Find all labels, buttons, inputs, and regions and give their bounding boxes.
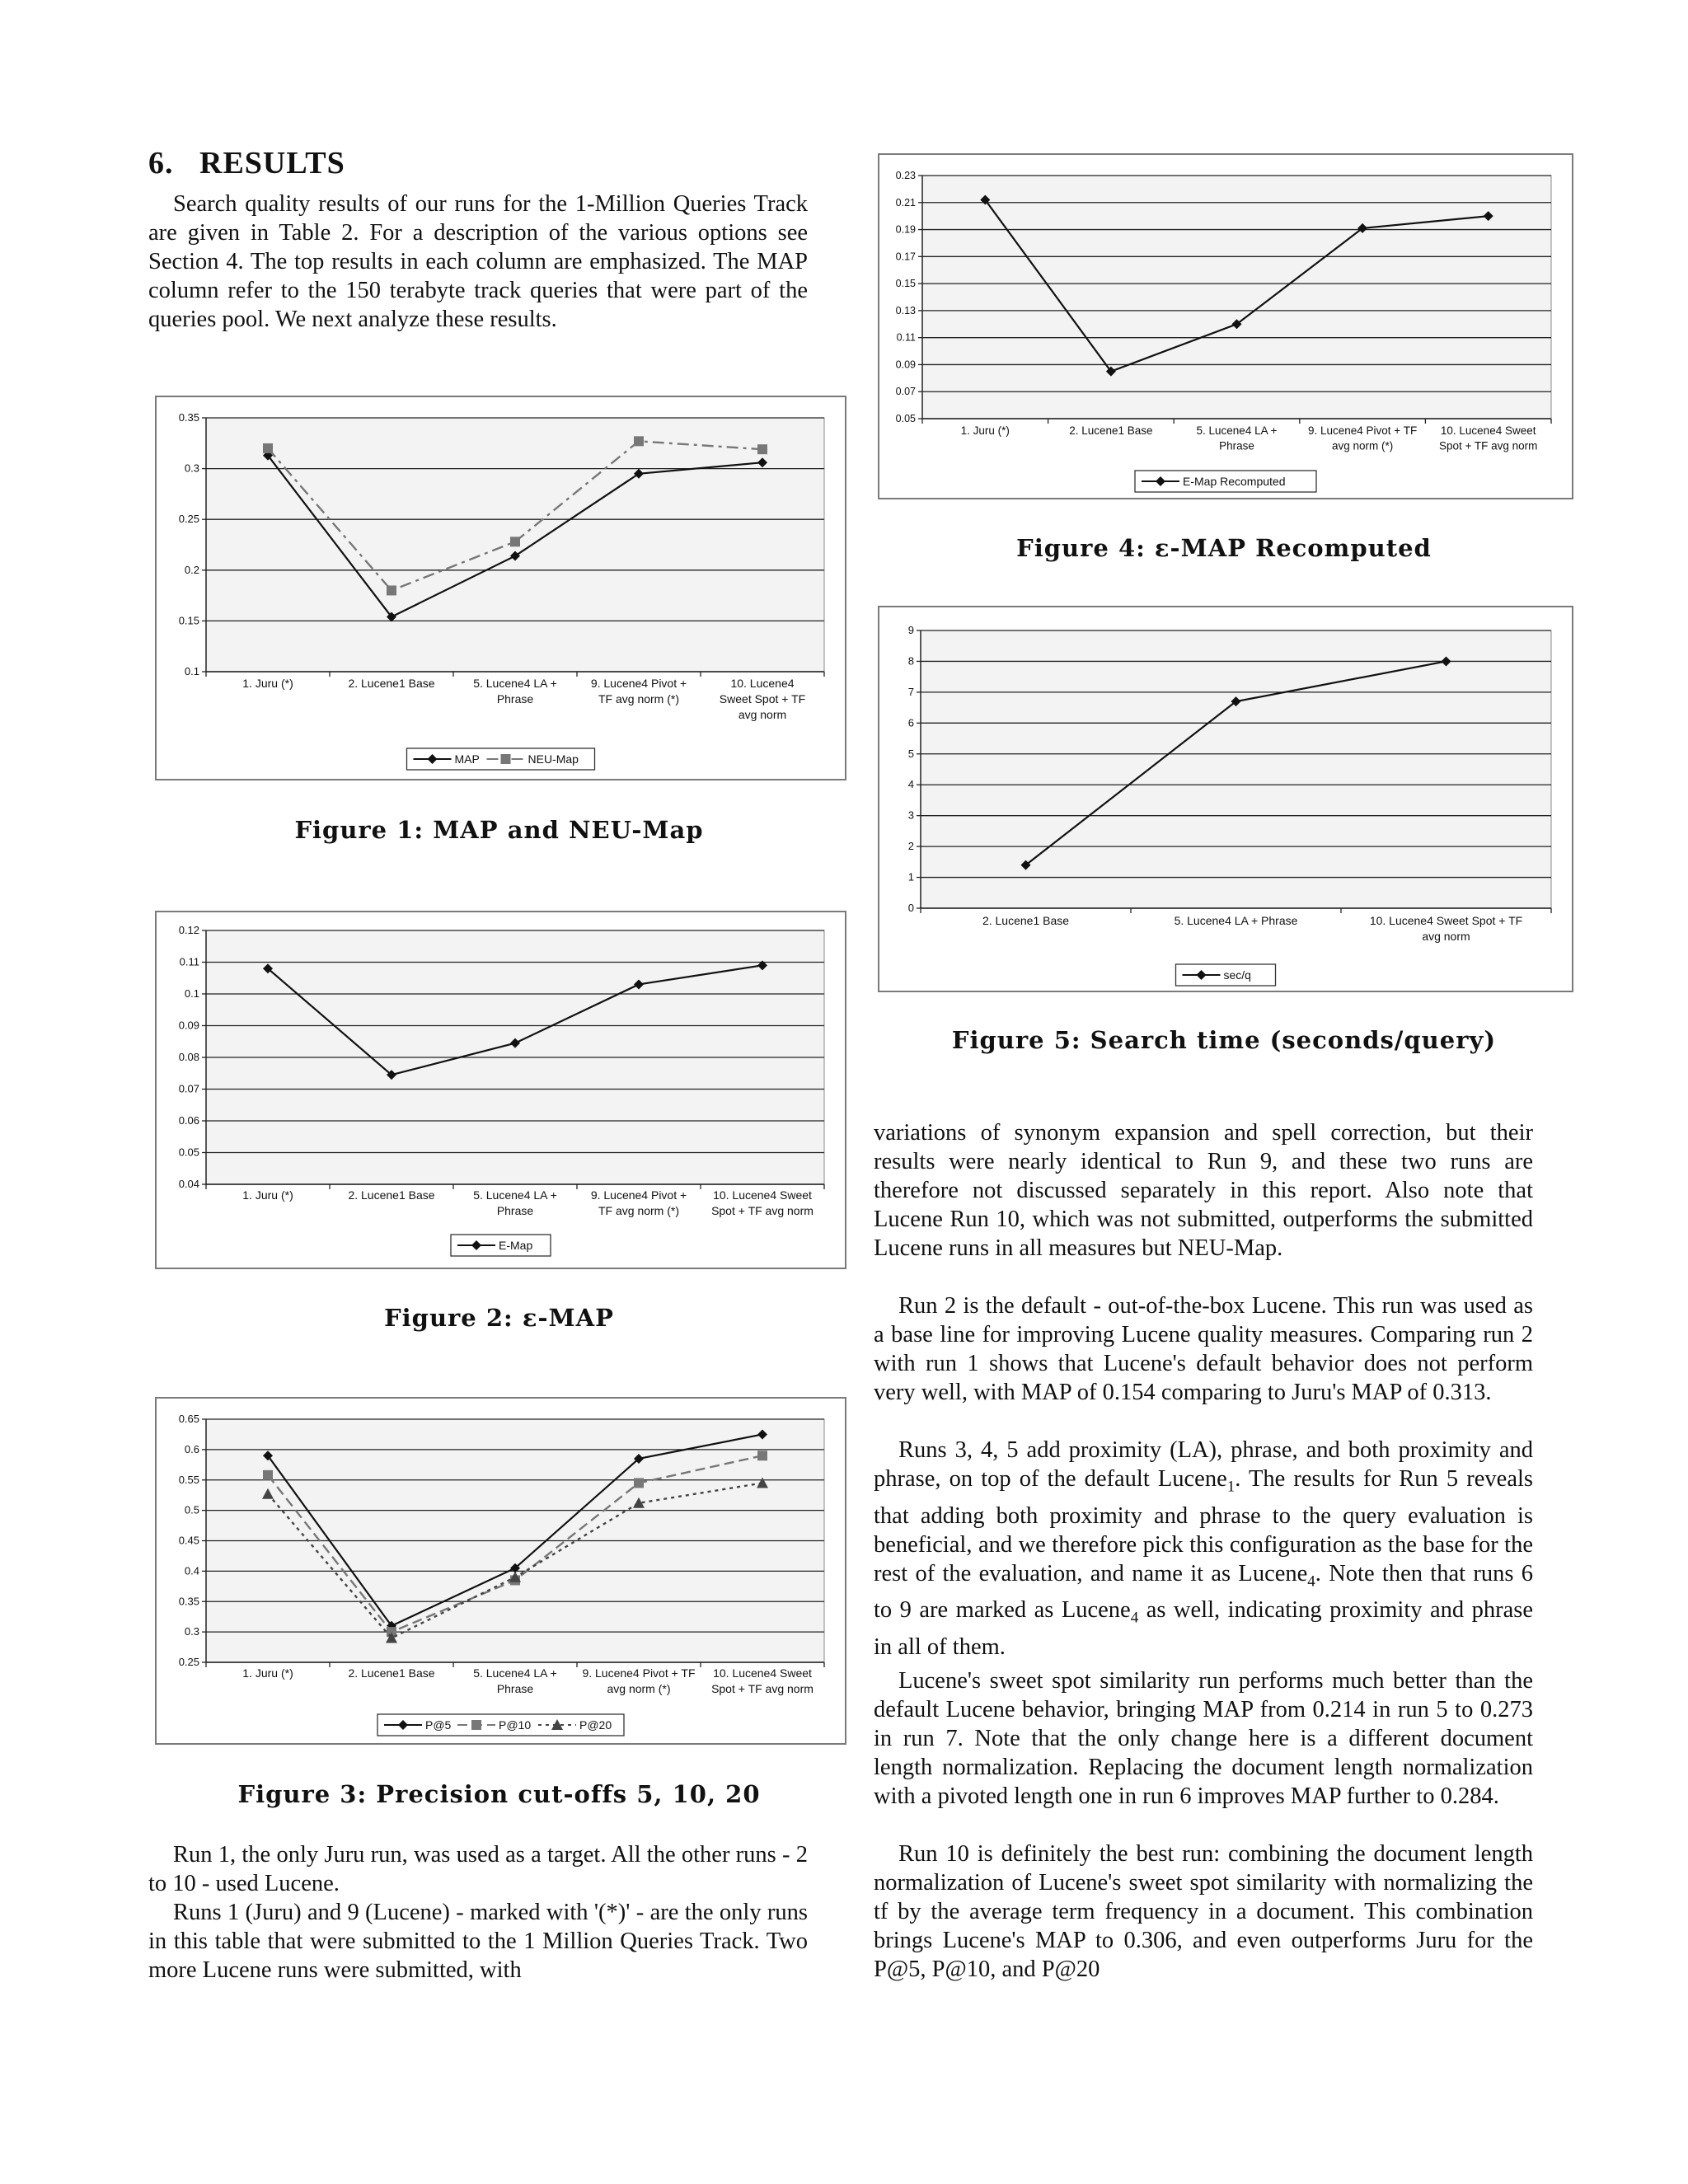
y-tick-label: 0.4 [184,1564,199,1577]
legend-label-sec-q: sec/q [1223,968,1251,982]
y-tick-label: 7 [907,685,914,698]
section-title: RESULTS [199,146,345,180]
x-category-label [1439,424,1537,452]
x-category-label-line: 5. Lucene4 LA + Phrase [1174,914,1298,927]
x-category-label-line: avg norm [738,708,787,721]
runs-345-subscript-2: 4 [1307,1572,1315,1591]
x-category-label-line: 2. Lucene1 Base [348,677,435,690]
x-category-label-line: 5. Lucene4 LA + [473,1666,557,1680]
x-category-label-line: 9. Lucene4 Pivot + [590,1188,687,1202]
x-category-label [242,1666,293,1680]
y-tick-label: 0.13 [895,304,916,316]
plot-area [922,176,1551,419]
figure-1-caption: Figure 1: MAP and NEU-Map [294,816,704,844]
x-category-label-line: 2. Lucene1 Base [348,1188,435,1202]
runs-345-subscript-1: 1 [1226,1478,1236,1496]
figure-5-svg [879,607,1572,991]
p-10-series-point-5 [757,1451,767,1460]
legend-label-e-map-recomputed: E-Map Recomputed [1183,475,1286,488]
x-category-label-line: 2. Lucene1 Base [348,1666,435,1680]
y-tick-label: 0.15 [895,278,916,290]
x-category-label [242,677,293,690]
x-category-label-line: Spot + TF avg norm [711,1682,814,1695]
figure-3-svg [157,1399,845,1743]
x-category-label [242,1188,293,1202]
y-tick-label: 0.6 [184,1442,199,1455]
x-category-label [1308,424,1417,452]
x-category-label-line: 10. Lucene4 Sweet [1440,424,1536,437]
figure-2-svg [157,912,845,1268]
paragraph-runs-3-4-5 [874,1436,1533,1661]
x-category-label-line: Spot + TF avg norm [711,1204,814,1217]
x-category-label-line: 9. Lucene4 Pivot + [590,677,687,690]
x-category-label-line: Phrase [496,1682,534,1695]
y-tick-label: 0.1 [184,665,199,677]
x-category-label-line: 5. Lucene4 LA + [1196,424,1278,437]
x-category-label-line: Phrase [496,1204,534,1217]
y-tick-label: 0.12 [178,924,199,936]
figure-4-svg [879,155,1572,498]
y-tick-label: 0.08 [178,1051,199,1063]
y-tick-label: 2 [907,840,914,853]
neu-map-series-point-1 [263,443,273,453]
legend-label-p-5: P@5 [425,1718,452,1732]
x-category-label-line: Phrase [496,692,534,705]
neu-map-series-point-4 [634,436,644,446]
x-category-label [473,1188,557,1217]
y-tick-label: 0.09 [895,359,916,371]
x-category-label-line: TF avg norm (*) [598,692,680,705]
x-category-label-line: 10. Lucene4 Sweet Spot + TF [1369,914,1523,927]
figure-3-chart [155,1397,846,1745]
runs-345-text-c: . Note then that runs 6 to 9 are marked as Lucene [874,1560,1533,1624]
legend-label-p-10: P@10 [499,1718,532,1732]
paragraph-continued: variations of synonym expansion and spell correction, but their results were nearly identical to Run 9, and these two runs are therefore not discussed separately in this report. Also note that Lucene Run 10, which was not submitted, outperforms the submitted Lucene runs in all measures but NEU-Map. [874,1120,1533,1261]
y-tick-label: 0.1 [184,987,199,1000]
y-tick-label: 9 [907,624,914,636]
y-tick-label: 0.15 [178,614,199,627]
runs-345-text-a: Runs 3, 4, 5 add proximity (LA), phrase, and both proximity and phrase, on top of the default Lucene [874,1437,1533,1492]
x-category-label-line: 10. Lucene4 [730,677,795,690]
x-category-label-line: 5. Lucene4 LA + [473,1188,557,1202]
plot-area [921,630,1551,908]
y-tick-label: 0.05 [895,413,916,424]
figure-2-caption: Figure 2: ε-MAP [384,1304,614,1332]
paragraph-run10: Run 10 is definitely the best run: combining the document length normalization of Lucene's sweet spot similarity with normalizing the tf by the average term frequency in a document. This combination brings Lucene's MAP to 0.306, and even outperforms Juru for the P@5, P@10, and P@20 [874,1841,1533,1982]
figure-4-chart [878,153,1573,499]
x-category-label-line: 10. Lucene4 Sweet [713,1666,812,1680]
paragraph-runs-marked: Runs 1 (Juru) and 9 (Lucene) - marked with '(*)' - are the only runs in this table that were submitted to the 1 Million Queries Track. Two more Lucene runs were submitted, with [148,1900,808,1983]
figure-4-caption: Figure 4: ε-MAP Recomputed [1016,534,1432,562]
y-tick-label: 0.3 [184,462,199,475]
section-number: 6. [148,146,174,180]
y-tick-label: 0.07 [178,1082,199,1095]
y-tick-label: 3 [907,808,914,822]
x-category-label-line: Phrase [1219,439,1254,452]
x-category-label [1069,424,1152,437]
x-category-label [348,1188,434,1202]
x-category-label-line: Spot + TF avg norm [1438,439,1538,452]
y-tick-label: 0.06 [178,1114,199,1127]
y-tick-label: 0.21 [895,196,916,209]
x-category-label-line: TF avg norm (*) [598,1204,680,1217]
x-category-label [582,1666,695,1695]
runs-345-text-b: . The results for Run 5 reveals that adding both proximity and phrase to the query evaluation is beneficial, and we therefore pick this configuration as the base for the rest of the evaluation, and name it as Lucene [874,1466,1533,1586]
x-category-label [1175,914,1298,927]
runs-345-text-d: as well, indicating proximity and phrase in all of them. [874,1597,1534,1661]
x-category-label-line: avg norm (*) [1331,439,1394,452]
x-category-label-line: 10. Lucene4 Sweet [713,1188,812,1202]
x-category-label-line: 9. Lucene4 Pivot + TF [1307,424,1418,437]
y-tick-label: 0.55 [178,1473,199,1486]
x-category-label-line: 5. Lucene4 LA + [473,677,557,690]
y-tick-label: 0.11 [179,955,199,968]
p-10-series-point-4 [634,1478,644,1488]
neu-map-series-point-5 [757,444,767,454]
y-tick-label: 0.35 [178,411,199,424]
y-tick-label: 0.04 [178,1178,199,1190]
legend [1176,964,1276,986]
x-category-label [348,677,434,690]
figure-2-chart [155,911,846,1269]
legend-label-p-20: P@20 [579,1718,612,1732]
y-tick-label: 0.07 [895,386,916,398]
legend [451,1235,551,1256]
legend-marker-neu-map-point-1 [501,754,511,764]
y-tick-label: 0.09 [178,1019,199,1032]
y-tick-label: 0.19 [895,223,916,236]
y-tick-label: 0.25 [178,513,199,526]
x-category-label [591,1188,687,1217]
x-category-label [348,1666,434,1680]
paragraph-run2: Run 2 is the default - out-of-the-box Lucene. This run was used as a base line for improving Lucene quality measures. Comparing run 2 with run 1 shows that Lucene's default behavior does not perform very well, with MAP of 0.154 comparing to Juru's MAP of 0.313. [874,1293,1533,1405]
figure-5-chart [878,606,1573,992]
x-category-label [591,677,687,705]
x-category-label-line: 1. Juru (*) [242,1666,293,1680]
legend [407,748,595,770]
x-category-label [1370,914,1522,943]
y-tick-label: 0.65 [178,1413,199,1425]
y-tick-label: 0.35 [178,1595,199,1608]
figure-5-caption: Figure 5: Search time (seconds/query) [951,1026,1497,1054]
neu-map-series-point-3 [510,537,520,546]
x-category-label-line: 2. Lucene1 Base [982,914,1070,927]
x-category-label [982,914,1069,927]
x-category-label [473,677,557,705]
x-category-label-line: 9. Lucene4 Pivot + TF [582,1666,696,1680]
runs-345-subscript-3: 4 [1130,1610,1139,1628]
legend-label-e-map: E-Map [499,1239,533,1252]
x-category-label-line: 1. Juru (*) [960,424,1010,437]
p-10-series-point-1 [263,1470,273,1480]
y-tick-label: 0.45 [178,1534,199,1547]
y-tick-label: 0.17 [895,251,916,263]
x-category-label-line: Sweet Spot + TF [719,692,806,705]
x-category-label-line: avg norm (*) [607,1682,671,1695]
y-tick-label: 1 [907,870,914,883]
figure-1-svg [157,397,845,779]
y-tick-label: 0.05 [178,1146,199,1159]
legend [1135,471,1316,492]
x-category-label [1197,424,1278,452]
figure-3-caption: Figure 3: Precision cut-offs 5, 10, 20 [237,1780,761,1808]
paragraph-intro: Search quality results of our runs for the 1-Million Queries Track are given in Table 2. For a description of the various options see Section 4. The top results in each column are emphasized. The MAP column refer to the 150 terabyte track queries that were part of the queries pool. We next analyze these results. [148,191,808,332]
x-category-label [711,1666,814,1695]
x-category-label [473,1666,557,1695]
y-tick-label: 4 [907,778,914,791]
x-category-label-line: avg norm [1422,930,1470,943]
x-category-label [961,424,1010,437]
y-tick-label: 0.5 [184,1503,199,1516]
section-heading [148,145,345,181]
y-tick-label: 0.3 [184,1625,199,1638]
x-category-label-line: 1. Juru (*) [242,1188,293,1202]
y-tick-label: 0.23 [895,170,916,181]
y-tick-label: 0.2 [184,563,199,576]
y-tick-label: 8 [907,654,914,668]
figure-1-chart [155,396,846,780]
y-tick-label: 0.25 [178,1656,199,1668]
x-category-label [720,677,805,721]
y-tick-label: 6 [907,716,914,729]
y-tick-label: 5 [907,747,914,760]
paragraph-sweet-spot: Lucene's sweet spot similarity run performs much better than the default Lucene behavior, bringing MAP from 0.214 in run 5 to 0.273 in run 7. Note that the only change here is a different document length normalization. Replacing the document length normalization with a pivoted length one in run 6 improves MAP further to 0.284. [874,1668,1533,1809]
neu-map-series-point-2 [387,585,396,595]
y-tick-label: 0.11 [896,331,916,344]
x-category-label-line: 1. Juru (*) [242,677,293,690]
x-category-label [711,1188,814,1217]
legend-label-map: MAP [454,752,480,766]
x-category-label-line: 2. Lucene1 Base [1069,424,1153,437]
y-tick-label: 0 [907,902,914,914]
paragraph-run1: Run 1, the only Juru run, was used as a target. All the other runs - 2 to 10 - used Lucene. [148,1842,808,1896]
legend [377,1714,624,1736]
legend-marker-p-10-point-1 [471,1720,481,1730]
legend-label-neu-map: NEU-Map [528,752,579,766]
